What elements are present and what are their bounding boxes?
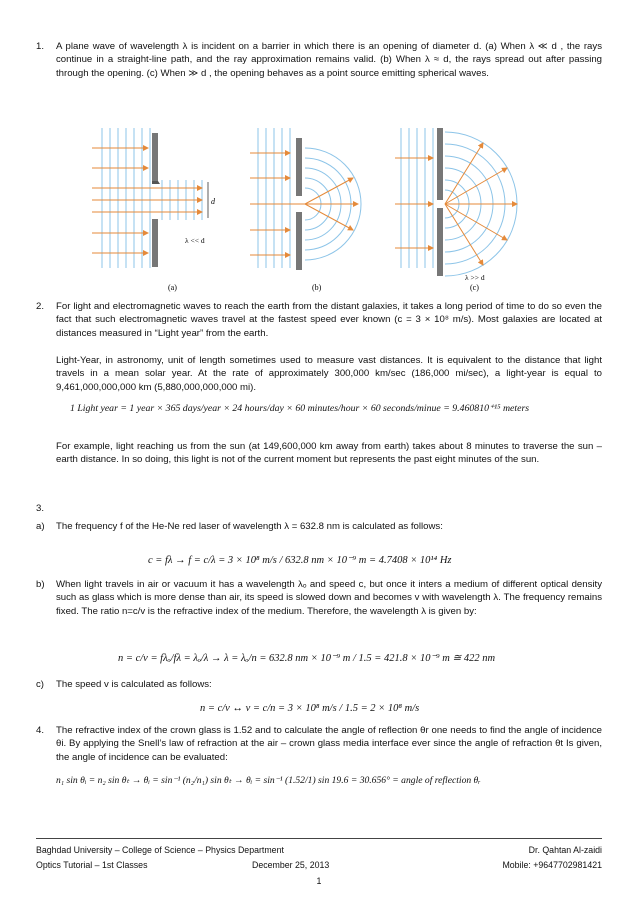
figure-a bbox=[92, 128, 216, 292]
footer-rule bbox=[36, 838, 602, 839]
footer-line-1 bbox=[36, 844, 602, 857]
q1-text: A plane wave of wavelength λ is incident on a barrier in which there is an opening of diameter d. (a) When λ ≪ d , the rays continue in a straight-line path, and the ray approximation remains valid. (b) When λ ≈ d, the rays spread out after passing through the opening. (c) When ≫ d , the opening behaves as a point source emitting spherical waves. bbox=[56, 41, 602, 79]
q3-number: 3. bbox=[36, 503, 45, 514]
label-lambda-small: λ << d bbox=[185, 236, 205, 245]
q4-text: The refractive index of the crown glass is 1.52 and to calculate the angle of reflection θr one needs to find the angle of incidence θi. By applying the Snell’s law of refraction at the air – crown glass media interface ever since the angle of refraction θt Is given, the angle of incidence can be evaluated: bbox=[56, 725, 602, 763]
q2-para1: For light and electromagnetic waves to reach the earth from the distant galaxies, it takes a long period of time to do so even the fact that such electromagnetic waves travel at the fastest speed ever known (c = 3 × 10⁸ m/s). Most galaxies are located at distances measured in “Light year” from the earth. bbox=[56, 301, 602, 339]
diffraction-figure bbox=[90, 118, 560, 294]
figure-c bbox=[395, 128, 517, 292]
caption-b: (b) bbox=[312, 283, 322, 292]
page-number: 1 bbox=[316, 876, 322, 886]
q3a-equation: c = fλ → f = c/λ = 3 × 10⁸ m/s / 632.8 nm × 10⁻⁹ m = 4.7408 × 10¹⁴ Hz bbox=[148, 555, 452, 566]
q3c-label: c) bbox=[36, 679, 44, 690]
label-d: d bbox=[211, 197, 215, 206]
q2-para3: For example, light reaching us from the sun (at 149,600,000 km away from earth) takes about 8 minutes to traverse the sun – earth distance. In so doing, this light is not of the current moment but represents the past eight minutes of the sun. bbox=[56, 441, 602, 466]
q3b-equation: n = c/v = fλₒ/fλ = λₒ/λ → λ = λₒ/n = 632.8 nm × 10⁻⁹ m / 1.5 = 421.8 × 10⁻⁹ m ≅ 422 nm bbox=[118, 653, 496, 664]
footer-course: Optics Tutorial – 1st Classes bbox=[36, 860, 148, 870]
light-year-equation: 1 Light year = 1 year × 365 days/year × 24 hours/day × 60 minutes/hour × 60 seconds/minue = 9.460810⁺¹⁵ meters bbox=[70, 403, 530, 414]
footer-mobile: Mobile: +9647702981421 bbox=[502, 860, 602, 870]
snell-equation: n₁ sin θᵢ = n₂ sin θₜ → θᵢ = sin⁻¹ (n₂/n₁) sin θₜ → θᵢ = sin⁻¹ (1.52/1) sin 19.6 = 30.656° = angle of reflection θᵣ bbox=[56, 775, 481, 786]
q3b-label: b) bbox=[36, 579, 45, 590]
figure-b bbox=[250, 128, 361, 292]
footer-date: December 25, 2013 bbox=[252, 860, 330, 870]
caption-c: (c) bbox=[470, 283, 479, 292]
q2-number: 2. bbox=[36, 301, 45, 312]
label-lambda-large: λ >> d bbox=[465, 273, 485, 282]
q2-para2: Light-Year, in astronomy, unit of length sometimes used to measure vast distances. It is equivalent to the distance that light travels in a mean solar year. At the rate of approximately 300,000 km/sec (186,000 mi/sec), a light-year is equal to 9,461,000,000,000 km (5,880,000,000,000 mi). bbox=[56, 355, 602, 393]
q4-number: 4. bbox=[36, 725, 45, 736]
footer-author: Dr. Qahtan Al-zaidi bbox=[528, 845, 602, 855]
q3b-text: When light travels in air or vacuum it has a wavelength λₒ and speed c, but once it inters a medium of different optical density such as glass which is more dense than air, its speed is slowed down and becomes v with wavelength λ. The frequency remains fixed. The ratio n=c/v is the refractive index of the medium. Therefore, the wavelength λ is given by: bbox=[56, 579, 602, 617]
q3a-text: The frequency f of the He-Ne red laser of wavelength λ = 632.8 nm is calculated as follows: bbox=[56, 521, 443, 532]
q3c-equation: n = c/v ↔ v = c/n = 3 × 10⁸ m/s / 1.5 = 2 × 10⁸ m/s bbox=[200, 703, 420, 714]
q3c-text: The speed v is calculated as follows: bbox=[56, 679, 212, 690]
q1-number: 1. bbox=[36, 41, 45, 52]
footer-line-2 bbox=[36, 859, 602, 872]
q3a-label: a) bbox=[36, 521, 45, 532]
footer-department: Baghdad University – College of Science – Physics Department bbox=[36, 845, 284, 855]
caption-a: (a) bbox=[168, 283, 177, 292]
